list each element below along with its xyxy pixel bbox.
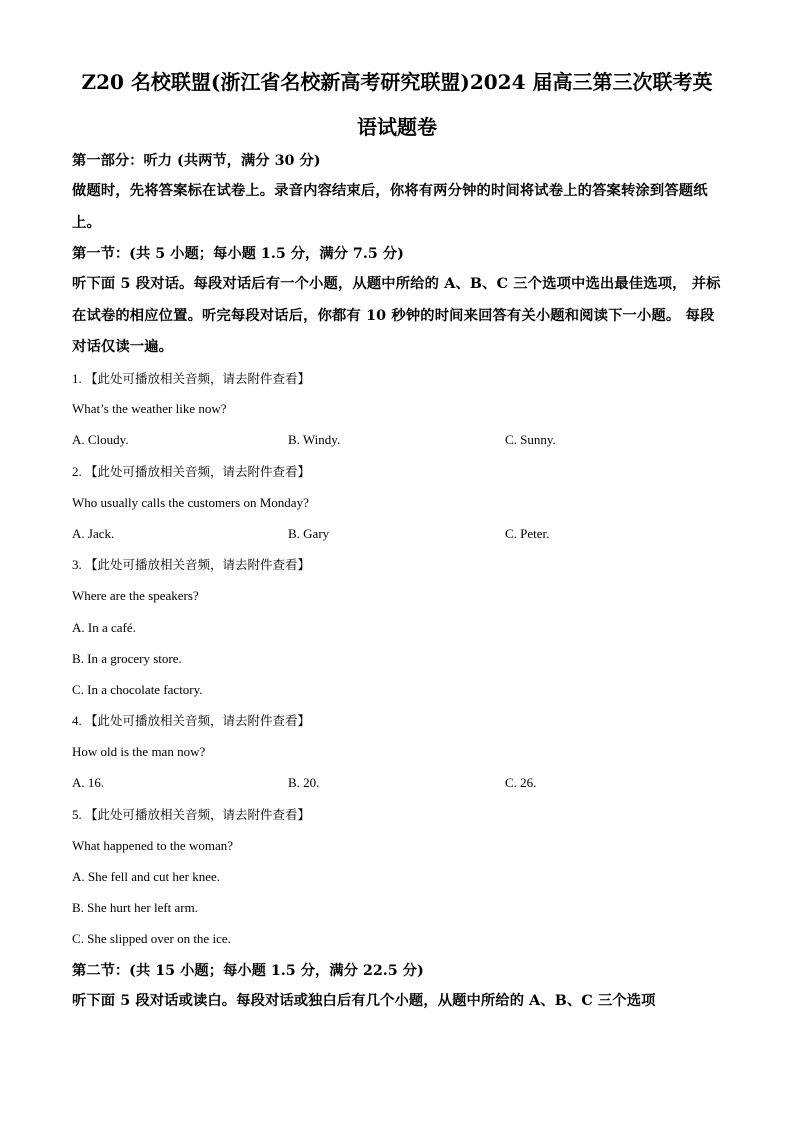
question-5-option-b: B. She hurt her left arm. bbox=[72, 900, 198, 915]
question-4-option-a: A. 16. bbox=[72, 775, 105, 790]
question-2-option-c: C. Peter. bbox=[505, 526, 550, 541]
question-number: 5. bbox=[72, 807, 82, 822]
section2-heading: 第二节：(共 15 小题；每小题 1.5 分，满分 22.5 分) bbox=[72, 963, 424, 979]
audio-placeholder: 【此处可播放相关音频，请去附件查看】 bbox=[85, 807, 311, 822]
exam-title-line-1: Z20 名校联盟(浙江省名校新高考研究联盟)2024 届高三第三次联考英 bbox=[81, 70, 713, 94]
question-3-option-b: B. In a grocery store. bbox=[72, 651, 182, 666]
part1-heading: 第一部分：听力 (共两节，满分 30 分) bbox=[72, 153, 321, 169]
question-1-audio[interactable] bbox=[72, 371, 310, 387]
question-5-audio[interactable] bbox=[72, 807, 310, 823]
question-number: 3. bbox=[72, 557, 82, 572]
question-3-option-c: C. In a chocolate factory. bbox=[72, 682, 203, 697]
audio-placeholder: 【此处可播放相关音频，请去附件查看】 bbox=[85, 713, 311, 728]
question-4-audio[interactable] bbox=[72, 713, 310, 729]
question-number: 1. bbox=[72, 371, 82, 386]
question-1-option-c: C. Sunny. bbox=[505, 432, 556, 447]
question-1-option-b: B. Windy. bbox=[288, 432, 341, 447]
question-4-option-c: C. 26. bbox=[505, 775, 537, 790]
question-3-text: Where are the speakers? bbox=[72, 588, 199, 603]
question-2-option-a: A. Jack. bbox=[72, 526, 115, 541]
question-number: 2. bbox=[72, 464, 82, 479]
question-1-text: What’s the weather like now? bbox=[72, 401, 227, 416]
section2-instructions: 听下面 5 段对话或读白。每段对话或独白后有几个小题，从题中所给的 A、B、C 三个选项 bbox=[72, 993, 656, 1009]
exam-title-line-2: 语试题卷 bbox=[357, 115, 437, 139]
question-5-option-c: C. She slipped over on the ice. bbox=[72, 931, 231, 946]
question-2-text: Who usually calls the customers on Monday? bbox=[72, 495, 309, 510]
question-4-text: How old is the man now? bbox=[72, 744, 206, 759]
question-number: 4. bbox=[72, 713, 82, 728]
audio-placeholder: 【此处可播放相关音频，请去附件查看】 bbox=[85, 464, 311, 479]
section1-heading: 第一节：(共 5 小题；每小题 1.5 分，满分 7.5 分) bbox=[72, 246, 404, 262]
part1-instructions: 做题时，先将答案标在试卷上。录音内容结束后，你将有两分钟的时间将试卷上的答案转涂到答题纸上。 bbox=[72, 183, 708, 231]
audio-placeholder: 【此处可播放相关音频，请去附件查看】 bbox=[85, 371, 311, 386]
question-5-option-a: A. She fell and cut her knee. bbox=[72, 869, 221, 884]
question-1-option-a: A. Cloudy. bbox=[72, 432, 129, 447]
question-2-audio[interactable] bbox=[72, 464, 310, 480]
question-3-option-a: A. In a café. bbox=[72, 620, 136, 635]
audio-placeholder: 【此处可播放相关音频，请去附件查看】 bbox=[85, 557, 311, 572]
question-3-audio[interactable] bbox=[72, 557, 310, 573]
question-2-option-b: B. Gary bbox=[288, 526, 330, 541]
question-5-text: What happened to the woman? bbox=[72, 838, 233, 853]
question-4-option-b: B. 20. bbox=[288, 775, 320, 790]
section1-instructions: 听下面 5 段对话。每段对话后有一个小题，从题中所给的 A、B、C 三个选项中选出最佳选项， 并标在试卷的相应位置。听完每段对话后，你都有 10 秒钟的时间来回答有关小题和阅读下一小题。 每段对话仅读一遍。 bbox=[72, 276, 721, 355]
